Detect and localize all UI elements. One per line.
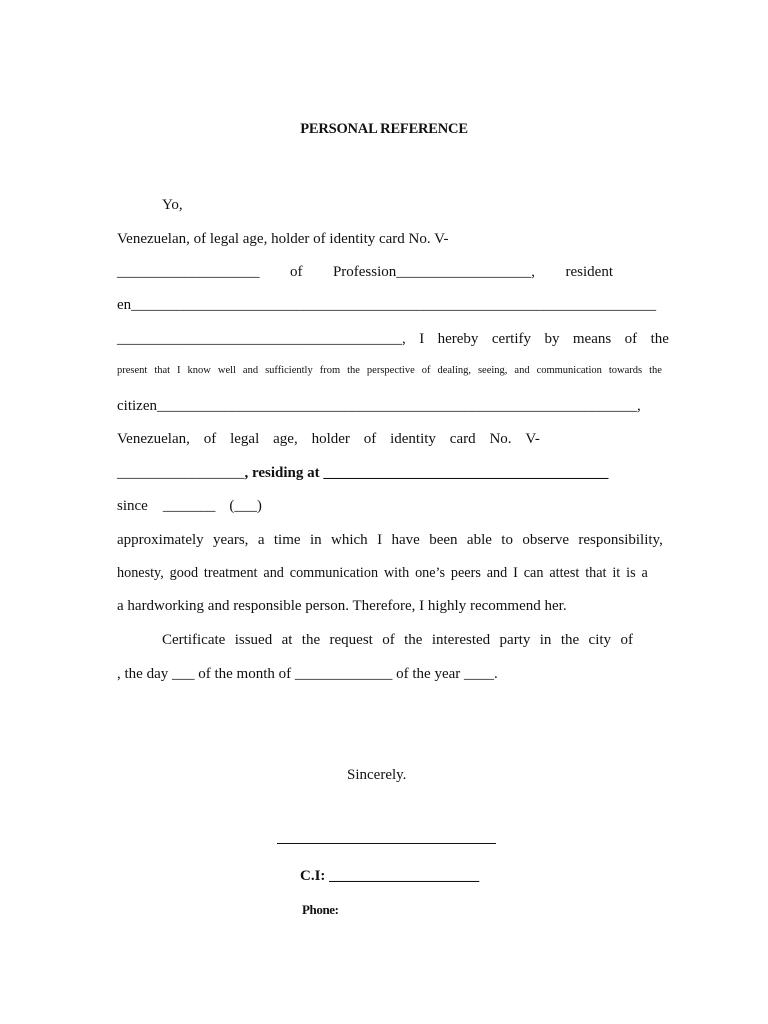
word: with [383, 565, 410, 581]
word: and [486, 565, 508, 581]
word: city [588, 632, 612, 648]
word: good [169, 565, 199, 581]
word: hereby [437, 331, 479, 347]
word: certify [491, 331, 532, 347]
word: a [257, 532, 265, 548]
word: been [429, 532, 458, 548]
word: observe [522, 532, 569, 548]
word: attest [549, 565, 580, 581]
word: in [309, 532, 322, 548]
word: party [499, 632, 531, 648]
paragraph-line-6: citizen________________________________________________________________, [117, 398, 641, 414]
word: is [626, 565, 636, 581]
word: which [331, 532, 368, 548]
salutation: Yo, [162, 197, 183, 213]
word: and [263, 565, 284, 581]
ci-field [300, 867, 479, 885]
word: one’s [415, 565, 446, 581]
word: perspective [366, 365, 415, 376]
word: of [289, 264, 303, 280]
word: and [514, 365, 530, 376]
word: and [242, 365, 259, 376]
word: holder [311, 431, 350, 447]
word: have [391, 532, 420, 548]
word: the [560, 632, 580, 648]
word: able [466, 532, 492, 548]
paragraph-line-2 [117, 263, 613, 281]
word: from [319, 365, 341, 376]
word: approximately [117, 532, 204, 548]
word: No. [489, 431, 512, 447]
word: that [154, 365, 171, 376]
word: of [421, 365, 431, 376]
word: in [539, 632, 552, 648]
blank-line: _______ [162, 498, 216, 514]
word: dealing, [437, 365, 471, 376]
word: towards [608, 365, 643, 376]
word: ___________________ [117, 264, 260, 280]
paragraph-line-4 [117, 330, 669, 348]
word: treatment [203, 565, 258, 581]
word: resident [565, 264, 613, 280]
paragraph-line-1: Venezuelan, of legal age, holder of identity card No. V- [117, 231, 449, 247]
word: at [281, 632, 293, 648]
paragraph-line-11 [117, 564, 648, 582]
word: the [347, 365, 360, 376]
paragraph-line-9 [117, 497, 262, 515]
word: means [572, 331, 612, 347]
word: communication [289, 565, 379, 581]
paren-blank: (___) [229, 498, 262, 514]
word: of [624, 331, 638, 347]
word: well [217, 365, 236, 376]
word: of [382, 632, 395, 648]
ci-blank: ____________________ [329, 868, 480, 884]
blank-line: _________________ [117, 465, 245, 481]
word: identity [390, 431, 436, 447]
word: ______________________________________, [117, 331, 406, 347]
word: present [117, 365, 148, 376]
word: communication [536, 365, 602, 376]
paragraph-line-3: en______________________________________________________________________ [117, 297, 657, 313]
word: I [513, 565, 518, 581]
word: the [650, 331, 669, 347]
word: years, [213, 532, 249, 548]
word: peers [450, 565, 481, 581]
word: seeing, [477, 365, 508, 376]
paragraph-line-14: , the day ___ of the month of _____________ of the year ____. [117, 666, 498, 682]
word: of [363, 431, 377, 447]
paragraph-line-5 [117, 362, 662, 380]
word: the [301, 632, 321, 648]
word: can [523, 565, 544, 581]
word: age, [273, 431, 298, 447]
word: honesty, [117, 565, 164, 581]
word: a [641, 565, 648, 581]
word: of [203, 431, 217, 447]
word: Profession__________________, [332, 264, 536, 280]
word: responsibility, [578, 532, 663, 548]
word: Certificate [162, 632, 226, 648]
closing: Sincerely. [347, 767, 407, 783]
word: sufficiently [265, 365, 313, 376]
paragraph-line-7 [117, 430, 540, 448]
word: it [612, 565, 621, 581]
word: time [273, 532, 301, 548]
word: legal [230, 431, 260, 447]
ci-label: C.I: [300, 868, 326, 884]
phone-label: Phone: [302, 902, 339, 917]
word: interested [431, 632, 491, 648]
word: I [377, 532, 383, 548]
word: by [544, 331, 560, 347]
paragraph-line-13 [162, 631, 633, 649]
word: request [329, 632, 373, 648]
word: the [404, 632, 423, 648]
word: I [177, 365, 181, 376]
word: I [419, 331, 425, 347]
word: V- [525, 431, 540, 447]
word: that [585, 565, 607, 581]
residing-at-label: , residing at ______________________________________ [244, 465, 609, 481]
since-label: since [117, 498, 148, 514]
word: know [187, 365, 211, 376]
word: Venezuelan, [117, 431, 190, 447]
word: the [649, 365, 662, 376]
signature-line [277, 843, 496, 844]
word: of [620, 632, 633, 648]
paragraph-line-8 [117, 464, 608, 482]
word: to [501, 532, 513, 548]
document-title: PERSONAL REFERENCE [300, 121, 468, 137]
paragraph-line-12: a hardworking and responsible person. Therefore, I highly recommend her. [117, 598, 567, 614]
word: card [449, 431, 476, 447]
word: issued [234, 632, 273, 648]
paragraph-line-10 [117, 531, 663, 549]
